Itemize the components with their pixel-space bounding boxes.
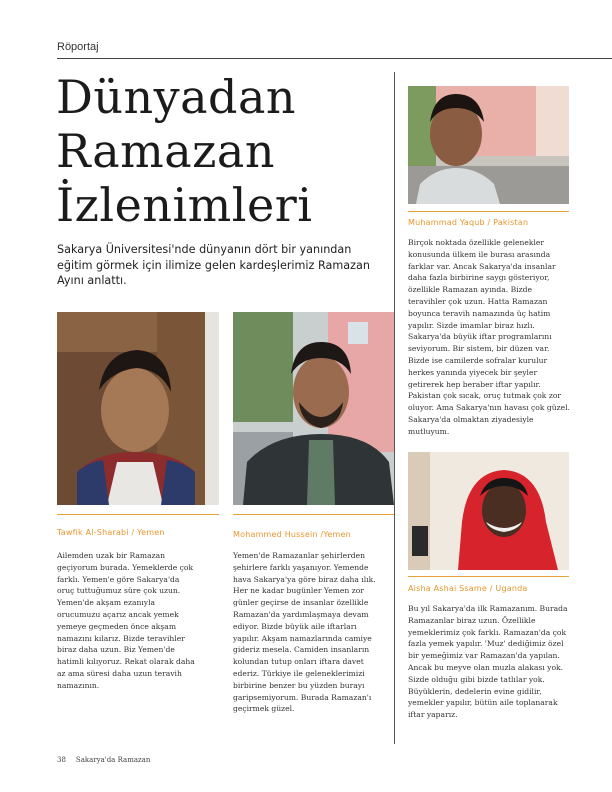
mohammed-name: Mohammed Hussein /Yemen xyxy=(233,530,351,539)
lead-paragraph: Sakarya Üniversitesi'nde dünyanın dört bir yanından eğitim görmek için ilimize gelen kardeşlerimiz Ramazan Ayını anlattı. xyxy=(57,243,370,287)
tawfik-photo xyxy=(57,312,219,505)
page-title xyxy=(56,70,312,232)
muhammad-text: Birçok noktada özellikle gelenekler konusunda ülkem ile burası arasında farklar var. Ancak Sakarya'da insanlar daha fazla birbirine saygı gösteriyor, özellikle Ramazan ayında. Bizde teravihler çok uzun. Hatta Ramazan boyunca teravih namazında üç hatim yapılır. Sizde imamlar biraz hızlı. Sakarya'da büyük iftar programlarını seviyorum. Bir sistem, bir düzen var. Bizde ise camilerde sofralar kurulur herkes yanında yiyecek bir şeyler getirerek hep beraber iftar yapılır. Pakistan çok sıcak, oruç tutmak çok zor oluyor. Ama Sakarya'nın havası çok güzel. Sakarya'da olmaktan ziyadesiyle mutluyum. xyxy=(408,238,570,436)
title-line-1: Dünyadan xyxy=(56,70,297,124)
aisha-text: Bu yıl Sakarya'da ilk Ramazanım. Burada Ramazanlar biraz uzun. Özellikle yemeklerimiz çok farklı. Ramazan'da çok fazla yemek yapılır. 'Muz' dediğimiz özel bir yemeğimiz var Ramazan'da yapılan. Ancak bu meyve olan muzla alakası yok. Sizde olduğu gibi bizde tatlılar yok. Büyüklerin, dedelerin evine gidilir, yemekler yapılır, bütün aile toplanarak iftar yaparız. xyxy=(408,604,568,720)
tawfik-rule xyxy=(57,514,219,515)
magazine-name: Sakarya'da Ramazan xyxy=(75,756,151,764)
title-line-2: Ramazan xyxy=(56,124,275,178)
aisha-rule xyxy=(408,576,569,577)
muhammad-name: Muhammad Yaqub / Pakistan xyxy=(408,218,529,227)
mohammed-rule xyxy=(233,514,394,515)
aisha-photo xyxy=(408,452,569,570)
page-footer xyxy=(57,756,160,764)
mohammed-text: Yemen'de Ramazanlar şehirlerden şehirlere farklı yaşanıyor. Yemende hava Sakarya'ya göre biraz daha ılık. Her ne kadar bugünler Yemen zor günler geçirse de insanlar özellikle Ramazan'da yardımlaşmaya devam ediyor. Bizde büyük aile iftarları yapılır. Akşam namazlarında camiye gideriz mesela. Camiden insanların kolundan tutup onları iftara davet ederiz. Türkiye ile geleneklerimizi birbirine benzer bu yüzden burayı garipsemiyorum. Burada Ramazan'ı geçirmek güzel. xyxy=(233,551,376,714)
tawfik-text: Ailemden uzak bir Ramazan geçiyorum burada. Yemeklerde çok farklı. Yemen'e göre Sakarya'da oruç tuttuğumuz süre çok uzun. Yemen'de akşam ezanıyla orucumuzu açarız ancak yemek yemeye geçmeden önce akşam namazını kılarız. Bizde teravihler biraz daha uzun. Biz Yemen'de hatimli kılıyoruz. Rekat olarak daha az ama süresi daha uzun teravih namazının. xyxy=(57,551,195,690)
title-line-3: İzlenimleri xyxy=(56,178,313,232)
aisha-name: Aisha Ashai Ssame / Uganda xyxy=(408,584,528,593)
section-label: Röportaj xyxy=(57,41,99,53)
mohammed-photo xyxy=(233,312,394,505)
column-divider xyxy=(394,72,395,744)
muhammad-rule xyxy=(408,211,569,212)
page-number: 38 xyxy=(57,756,66,764)
tawfik-name: Tawfik Al-Sharabi / Yemen xyxy=(57,528,165,537)
header-rule xyxy=(57,58,612,59)
muhammad-photo xyxy=(408,86,569,204)
